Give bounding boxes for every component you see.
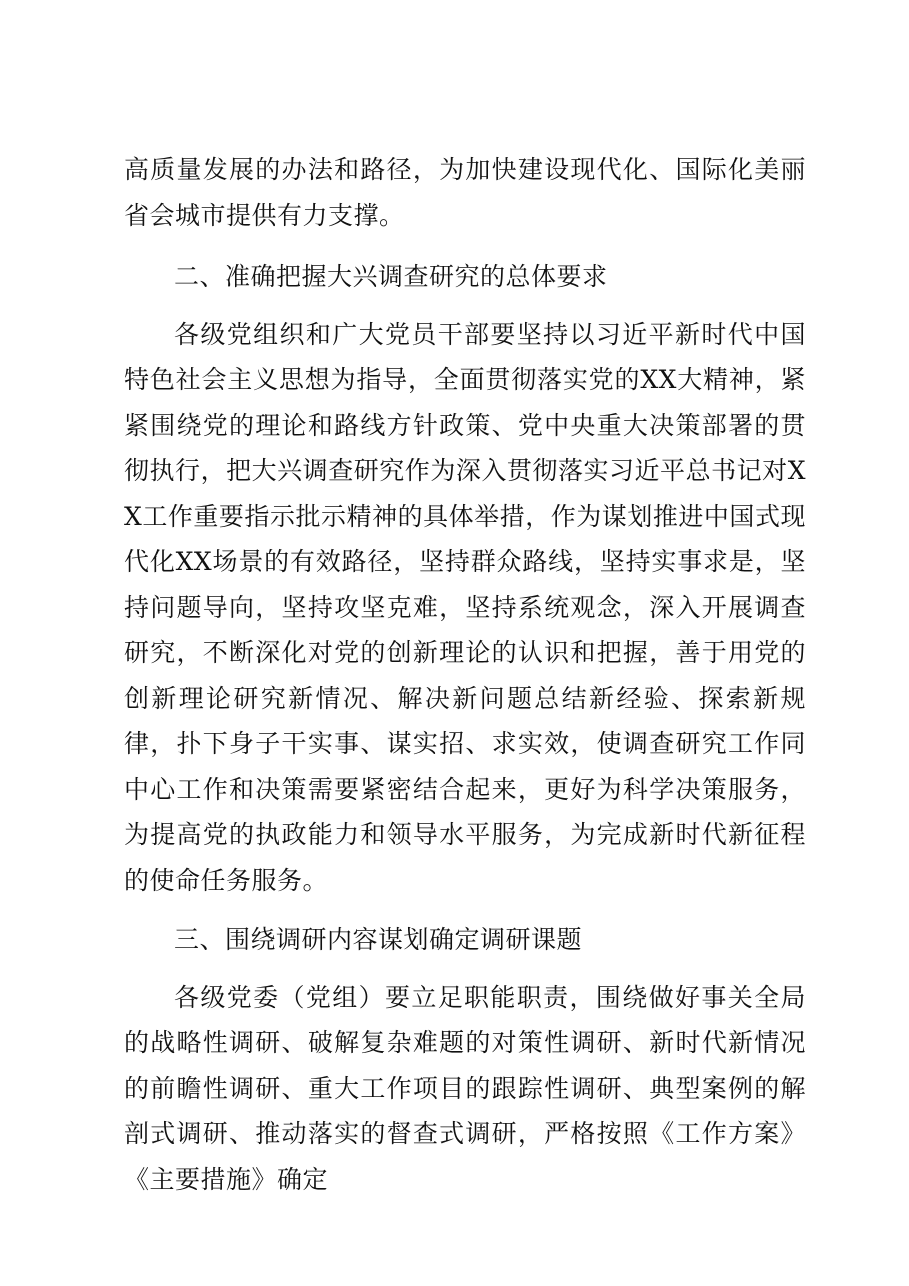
document-body bbox=[124, 147, 806, 1202]
paragraph-requirements: 各级党组织和广大党员干部要坚持以习近平新时代中国特色社会主义思想为指导，全面贯彻落实党的XX大精神，紧紧围绕党的理论和路线方针政策、党中央重大决策部署的贯彻执行，把大兴调查研究作为深入贯彻落实习近平总书记对XX工作重要指示批示精神的具体举措，作为谋划推进中国式现代化XX场景的有效路径，坚持群众路线，坚持实事求是，坚持问题导向，坚持攻坚克难，坚持系统观念，深入开展调查研究，不断深化对党的创新理论的认识和把握，善于用党的创新理论研究新情况、解决新问题总结新经验、探索新规律，扑下身子干实事、谋实招、求实效，使调查研究工作同中心工作和决策需要紧密结合起来，更好为科学决策服务，为提高党的执政能力和领导水平服务，为完成新时代新征程的使命任务服务。 bbox=[124, 319, 806, 895]
paragraph-continuation: 高质量发展的办法和路径，为加快建设现代化、国际化美丽省会城市提供有力支撑。 bbox=[124, 155, 806, 230]
section-heading-2: 二、准确把握大兴调查研究的总体要求 bbox=[174, 262, 608, 291]
section-heading-3: 三、围绕调研内容谋划确定调研课题 bbox=[174, 925, 583, 954]
paragraph-topics: 各级党委（党组）要立足职能职责，围绕做好事关全局的战略性调研、破解复杂难题的对策性调研、新时代新情况的前瞻性调研、重大工作项目的跟踪性调研、典型案例的解剖式调研、推动落实的督查式调研，严格按照《工作方案》《主要措施》确定 bbox=[124, 982, 806, 1194]
